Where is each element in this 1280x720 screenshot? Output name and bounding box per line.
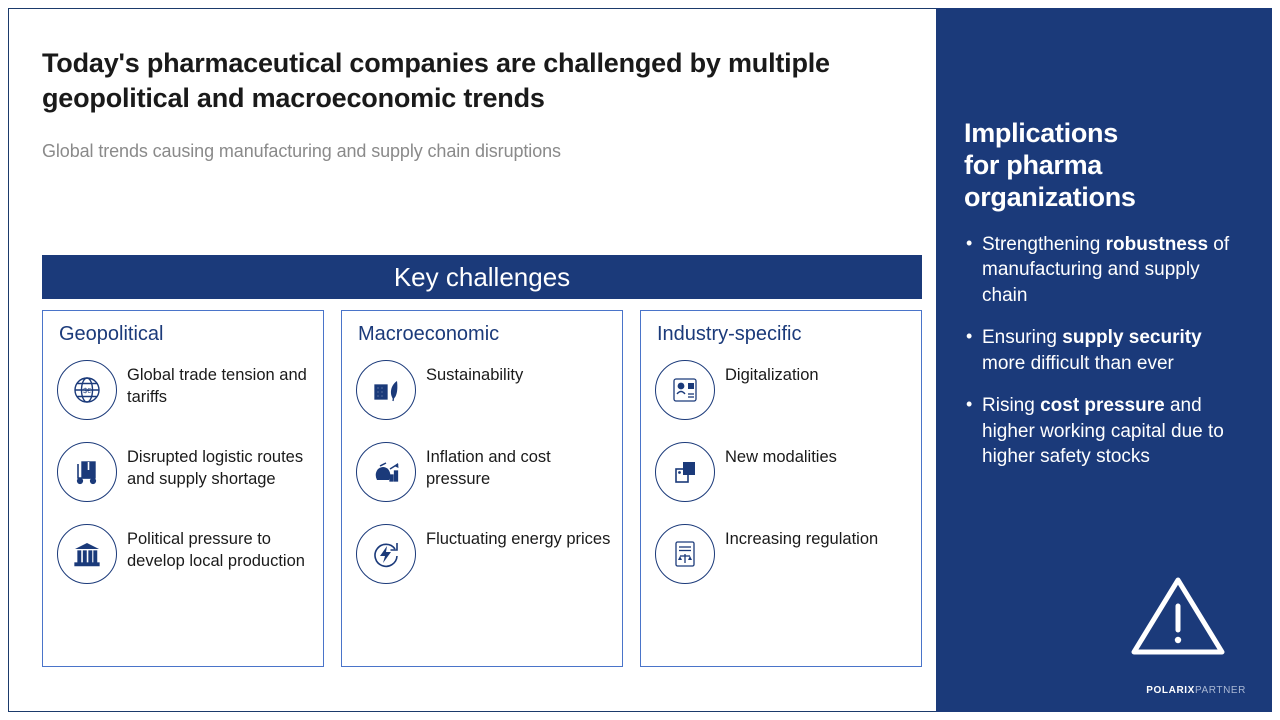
implications-panel — [936, 8, 1272, 712]
brand-name-x: X — [1187, 685, 1195, 696]
challenge-columns — [42, 310, 922, 667]
bullet-text-bold: cost pressure — [1040, 394, 1165, 416]
list-item-label: Inflation and cost pressure — [426, 448, 551, 489]
bullet-text-bold: supply security — [1062, 327, 1202, 349]
list-item — [964, 232, 1248, 309]
new-modalities-icon — [655, 442, 715, 502]
implications-title-line1: Implications — [964, 118, 1118, 148]
svg-text:$€: $€ — [83, 388, 91, 395]
list-item — [964, 393, 1248, 470]
column-title: Geopolitical — [59, 323, 164, 345]
warning-triangle-icon — [1130, 574, 1226, 658]
column-title: Industry-specific — [657, 323, 802, 345]
implications-title-line3: organizations — [964, 181, 1136, 212]
column-geopolitical — [42, 310, 324, 667]
list-item — [655, 360, 911, 420]
bullet-text-pre: Rising — [982, 394, 1041, 416]
list-item — [57, 524, 313, 584]
column-macroeconomic — [341, 310, 623, 667]
brand-logo — [1146, 685, 1246, 696]
page-subtitle: Global trends causing manufacturing and supply chain disruptions — [42, 141, 561, 162]
list-item — [655, 524, 911, 584]
list-item — [57, 442, 313, 502]
list-item — [356, 360, 612, 420]
implications-bullets — [964, 232, 1248, 471]
key-challenges-banner — [42, 255, 922, 299]
list-item-label: New modalities — [725, 448, 837, 466]
energy-bolt-icon — [356, 524, 416, 584]
list-item-label: Global trade tension and tariffs — [127, 366, 307, 407]
bullet-text-post: and higher working capital due to higher safety stocks — [982, 394, 1224, 468]
brand-name-part1: POLARI — [1146, 685, 1188, 696]
government-building-icon — [57, 524, 117, 584]
list-item — [655, 442, 911, 502]
bullet-text-pre: Strengthening — [982, 233, 1106, 255]
list-item-label: Political pressure to develop local production — [127, 530, 305, 571]
key-challenges-label: Key challenges — [393, 261, 571, 292]
header-block — [42, 46, 932, 162]
implications-title-line2: for pharma — [964, 149, 1103, 180]
bullet-text-post: more difficult than ever — [982, 352, 1174, 374]
list-item-label: Fluctuating energy prices — [426, 530, 611, 548]
brand-name-part2: PARTNER — [1194, 685, 1246, 696]
column-industry-specific — [640, 310, 922, 667]
bullet-text-bold: robustness — [1105, 233, 1209, 255]
list-item-label: Digitalization — [725, 366, 819, 384]
page-title: Today's pharmaceutical companies are challenged by multiple geopolitical and macroeconomic trends — [42, 48, 830, 114]
list-item-label: Increasing regulation — [725, 530, 879, 548]
list-item-label: Sustainability — [426, 366, 524, 384]
sustainability-leaf-icon — [356, 360, 416, 420]
implications-title — [964, 118, 1248, 214]
list-item — [964, 325, 1248, 377]
inflation-cost-icon — [356, 442, 416, 502]
column-title: Macroeconomic — [358, 323, 500, 345]
list-item — [356, 524, 612, 584]
list-item — [356, 442, 612, 502]
digitalization-icon — [655, 360, 715, 420]
globe-trade-icon — [57, 360, 117, 420]
list-item-label: Disrupted logistic routes and supply shortage — [127, 448, 304, 489]
disrupted-logistics-icon — [57, 442, 117, 502]
regulation-document-icon — [655, 524, 715, 584]
list-item — [57, 360, 313, 420]
bullet-text-pre: Ensuring — [982, 327, 1063, 349]
bullet-text-post: of manufacturing and supply chain — [982, 233, 1230, 307]
